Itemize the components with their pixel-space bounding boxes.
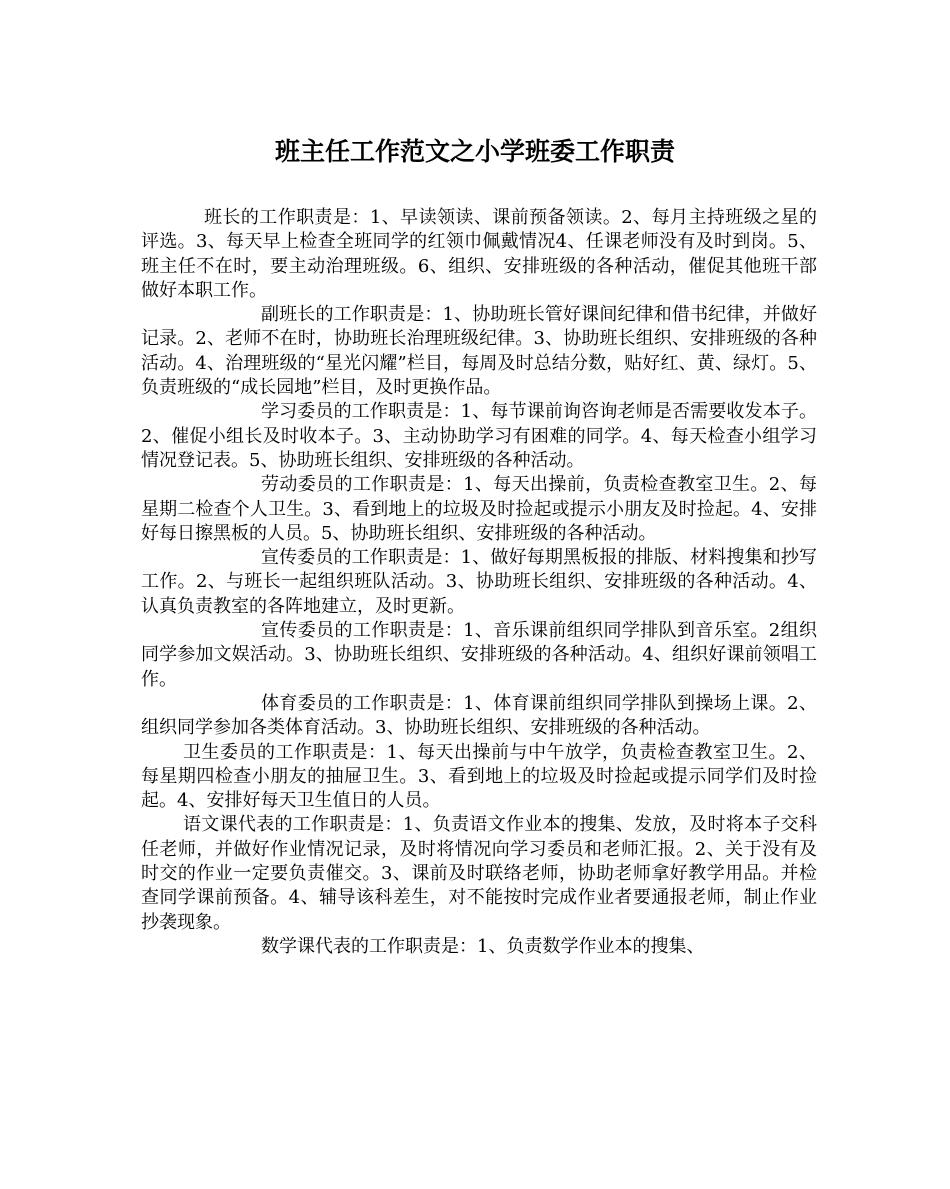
paragraph-sports-committee: 体育委员的工作职责是：1、体育课前组织同学排队到操场上课。2、组织同学参加各类体育活动。3、协助班长组织、安排班级的各种活动。: [141, 692, 817, 739]
paragraph-labor-committee: 劳动委员的工作职责是：1、每天出操前，负责检查教室卫生。2、每星期二检查个人卫生。3、看到地上的垃圾及时捡起或提示小朋友及时捡起。4、安排好每日擦黑板的人员。5、协助班长组织、安排班级的各种活动。: [141, 474, 817, 544]
paragraph-math-representative: 数学课代表的工作职责是：1、负责数学作业本的搜集、: [261, 935, 705, 957]
paragraph-monitor: 班长的工作职责是：1、早读领读、课前预备领读。2、每月主持班级之星的评选。3、每天早上检查全班同学的红领巾佩戴情况4、任课老师没有及时到岗。5、班主任不在时，要主动治理班级。6、组织、安排班级的各种活动，催促其他班干部做好本职工作。: [141, 207, 817, 301]
paragraph-study-committee: 学习委员的工作职责是：1、每节课前询咨询老师是否需要收发本子。2、催促小组长及时收本子。3、主动协助学习有困难的同学。4、每天检查小组学习情况登记表。5、协助班长组织、安排班级的各种活动。: [141, 401, 817, 471]
paragraph-hygiene-committee: 卫生委员的工作职责是：1、每天出操前与中午放学，负责检查教室卫生。2、每星期四检查小朋友的抽屉卫生。3、看到地上的垃圾及时捡起或提示同学们及时捡起。4、安排好每天卫生值日的人员。: [141, 741, 817, 812]
document-title: 班主任工作范文之小学班委工作职责: [274, 137, 675, 166]
paragraph-publicity-committee: 宣传委员的工作职责是：1、做好每期黑板报的排版、材料搜集和抄写工作。2、与班长一起组织班队活动。3、协助班长组织、安排班级的各种活动。4、认真负责教室的各阵地建立，及时更新。: [141, 547, 817, 617]
document-body: [141, 206, 817, 959]
paragraph-publicity-committee-music: 宣传委员的工作职责是：1、音乐课前组织同学排队到音乐室。2组织同学参加文娱活动。3、协助班长组织、安排班级的各种活动。4、组织好课前领唱工作。: [141, 620, 817, 690]
paragraph-vice-monitor: 副班长的工作职责是：1、协助班长管好课间纪律和借书纪律，并做好记录。2、老师不在时，协助班长治理班级纪律。3、协助班长组织、安排班级的各种活动。4、治理班级的“星光闪耀”栏目，每周及时总结分数，贴好红、黄、绿灯。5、负责班级的“成长园地”栏目，及时更换作品。: [141, 304, 817, 399]
paragraph-chinese-representative: 语文课代表的工作职责是：1、负责语文作业本的搜集、发放，及时将本子交科任老师，并做好作业情况记录，及时将情况向学习委员和老师汇报。2、关于没有及时交的作业一定要负责催交。3、课前及时联络老师，协助老师拿好教学用品。并检查同学课前预备。4、辅导该科差生，对不能按时完成作业者要通报老师，制止作业抄袭现象。: [141, 814, 817, 933]
